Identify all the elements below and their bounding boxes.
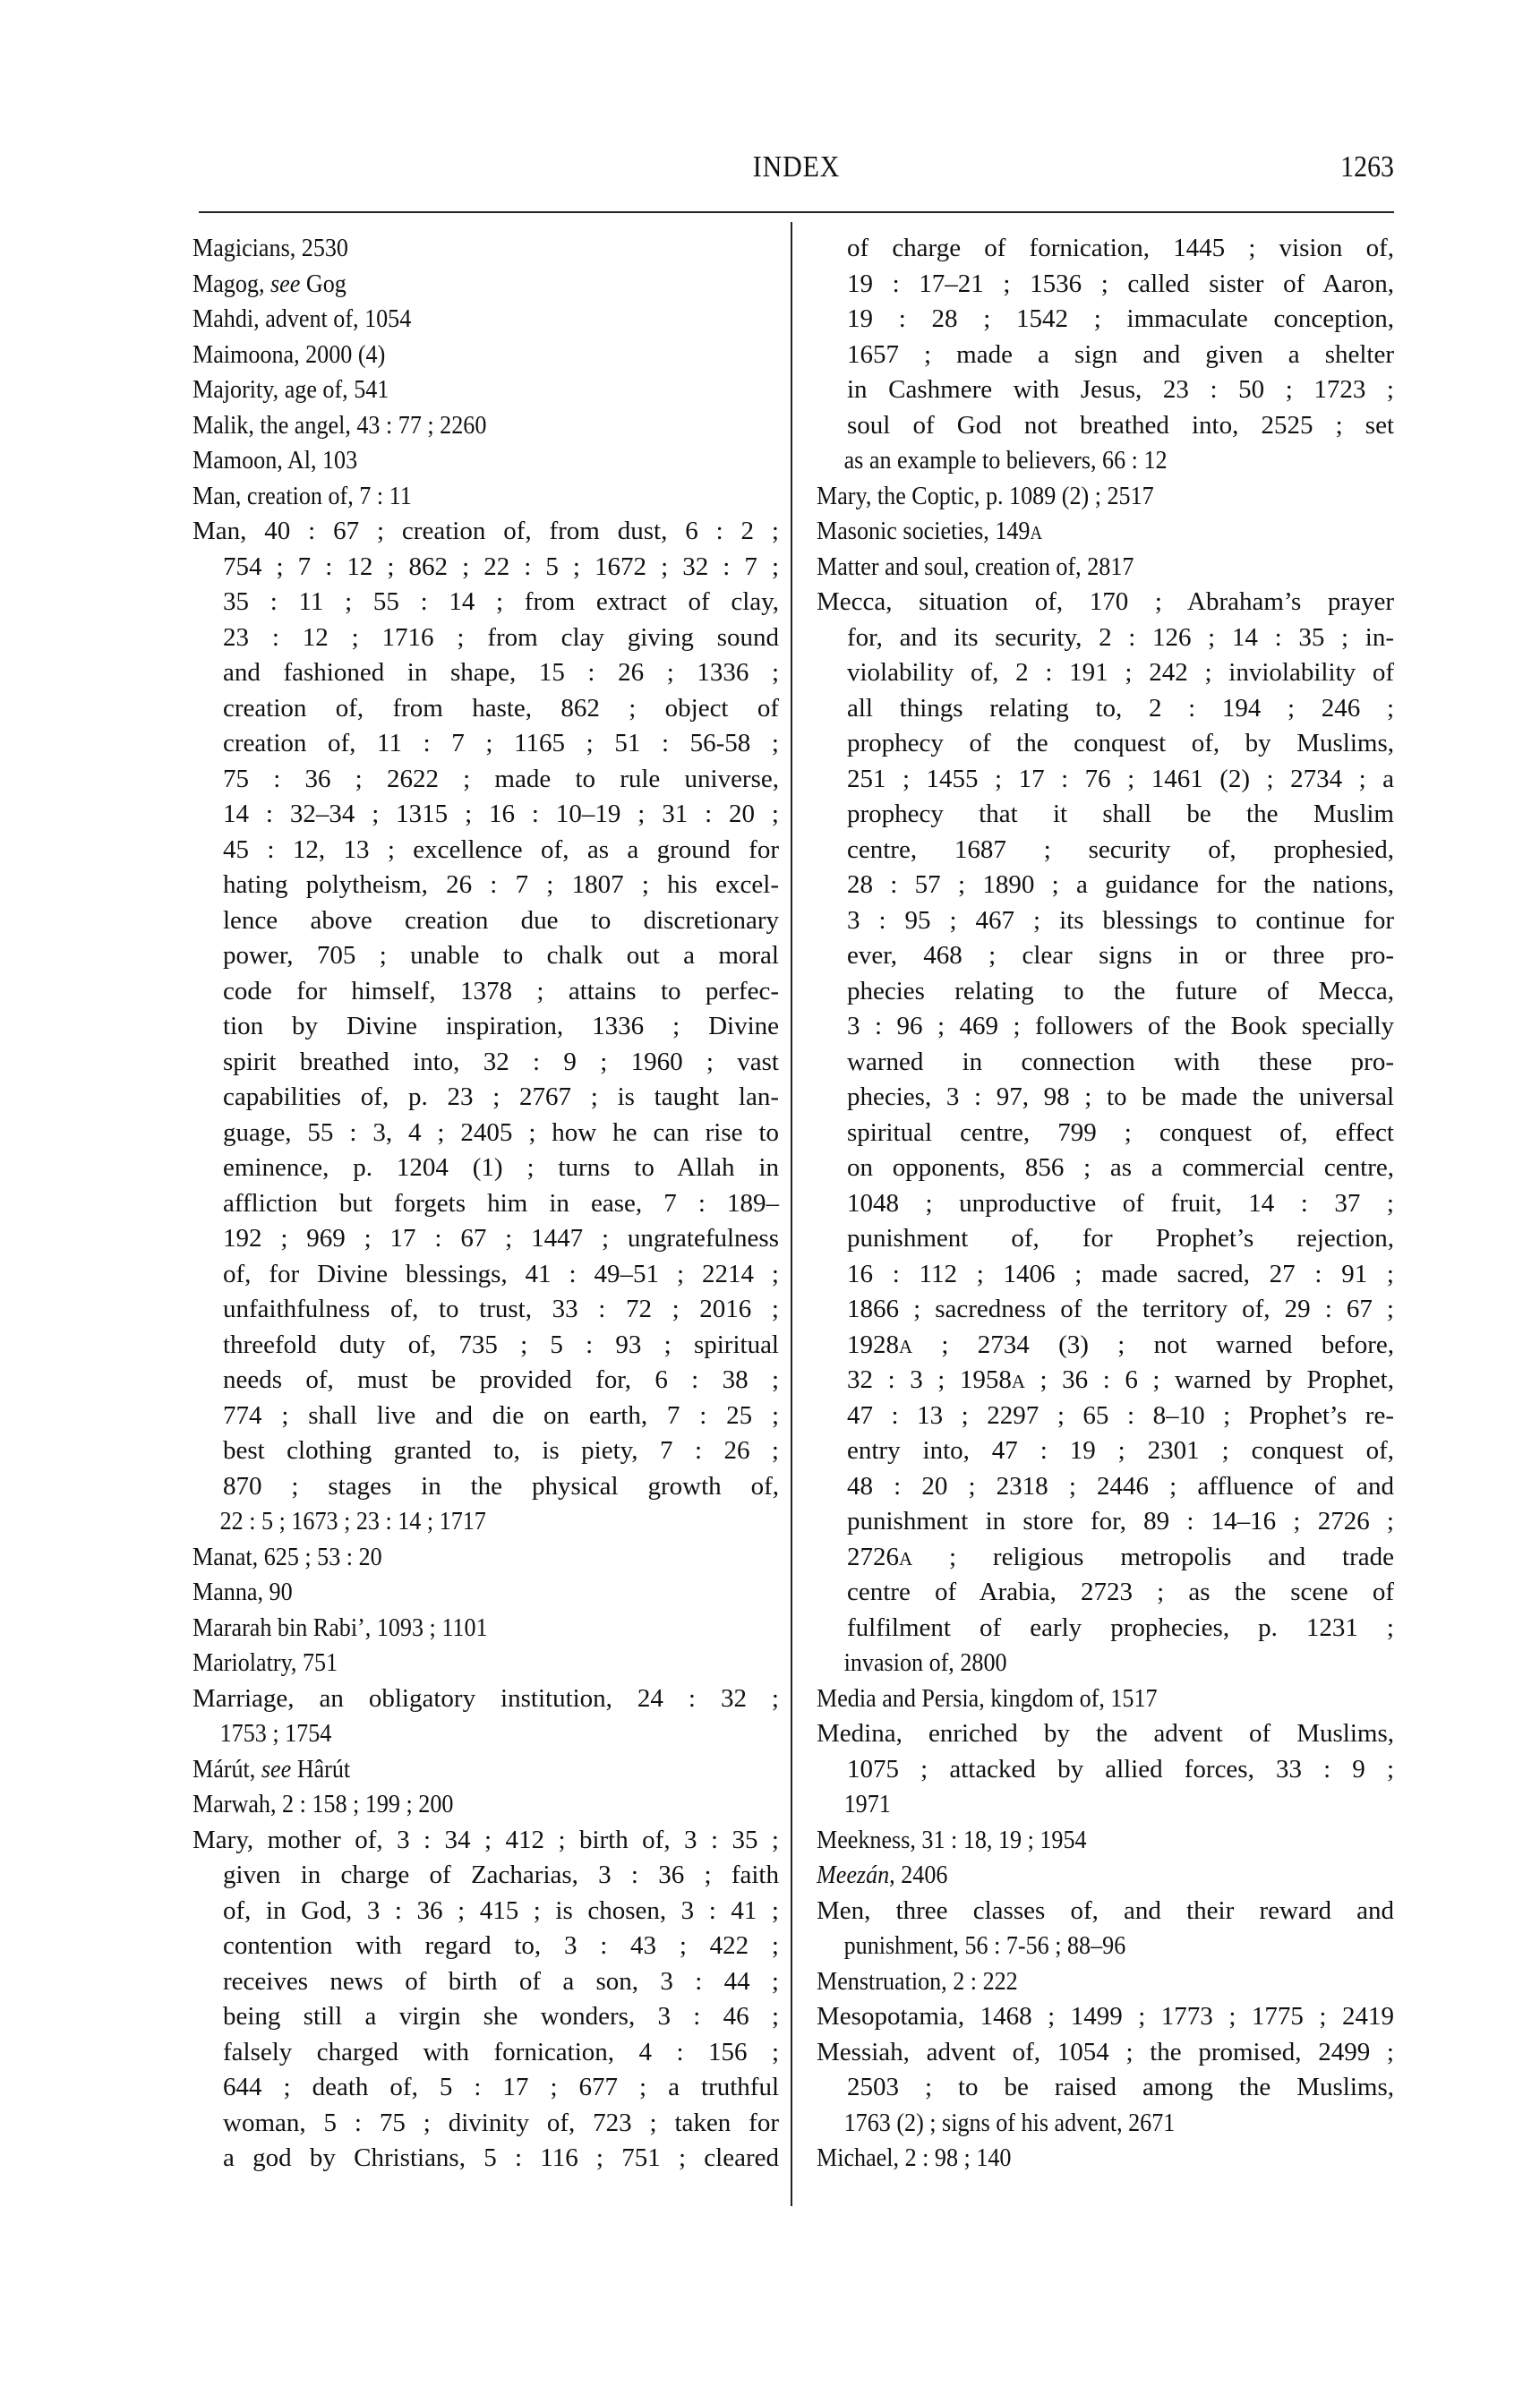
index-entry-continuation-line: violability of, 2 : 191 ; 242 ; inviolability of <box>847 658 1394 687</box>
entry-text: Hârút <box>291 1754 351 1784</box>
index-entry-continuation-line: being still a virgin she wonders, 3 : 46 ; <box>223 2002 779 2031</box>
page-number: 1263 <box>1340 150 1394 184</box>
index-entry-continuation-line: 192 ; 969 ; 17 : 67 ; 1447 ; ungratefulness <box>223 1224 779 1253</box>
index-entry-continuation-line: 19 : 17–21 ; 1536 ; called sister of Aaron, <box>847 269 1394 298</box>
index-entry-continuation-line: power, 705 ; unable to chalk out a moral <box>223 941 779 970</box>
index-entry-continuation-line: 45 : 12, 13 ; excellence of, as a ground for <box>223 834 779 864</box>
index-entry-continuation-line: falsely charged with fornication, 4 : 156 ; <box>223 2037 779 2066</box>
index-entry-continuation-line: 754 ; 7 : 12 ; 862 ; 22 : 5 ; 1672 ; 32 : 7 ; <box>223 552 779 581</box>
index-entry-line <box>192 1752 779 1788</box>
index-entry-continuation-line: receives news of birth of a son, 3 : 44 ; <box>223 1966 779 1996</box>
index-entry-line: Meekness, 31 : 18, 19 ; 1954 <box>817 1825 1087 1854</box>
index-entry-line: Man, 40 : 67 ; creation of, from dust, 6 : 2 ; <box>192 517 779 545</box>
index-entry-continuation-line: phecies relating to the future of Mecca, <box>847 976 1394 1005</box>
index-entry-continuation-line: punishment of, for Prophet’s rejection, <box>847 1224 1394 1253</box>
index-entry-continuation-line: lence above creation due to discretionary <box>223 905 779 935</box>
index-entry-continuation-line: 3 : 96 ; 469 ; followers of the Book specially <box>847 1012 1394 1040</box>
index-entry-continuation-line: of charge of fornication, 1445 ; vision of, <box>847 234 1394 262</box>
index-entry-continuation-line <box>817 1540 1394 1576</box>
index-entry-continuation-line: soul of God not breathed into, 2525 ; set <box>847 410 1394 440</box>
index-entry-continuation-line: 19 : 28 ; 1542 ; immaculate conception, <box>847 304 1394 333</box>
index-entry-continuation-line: warned in connection with these pro- <box>847 1047 1394 1076</box>
entry-text: Masonic societies, 149 <box>817 517 1031 545</box>
index-entry-continuation-line: woman, 5 : 75 ; divinity of, 723 ; taken for <box>223 2108 779 2137</box>
index-entry-continuation-line: spirit breathed into, 32 : 9 ; 1960 ; vast <box>223 1047 779 1076</box>
italic-term: see <box>270 269 301 298</box>
index-entry-line: Manat, 625 ; 53 : 20 <box>192 1542 382 1571</box>
index-entry-continuation-line: entry into, 47 : 19 ; 2301 ; conquest of, <box>847 1436 1394 1465</box>
index-entry-continuation-line: 1048 ; unproductive of fruit, 14 : 37 ; <box>847 1188 1394 1218</box>
index-entry-continuation-line: 644 ; death of, 5 : 17 ; 677 ; a truthful <box>223 2073 779 2101</box>
index-entry-continuation-line: threefold duty of, 735 ; 5 : 93 ; spiritual <box>223 1330 779 1359</box>
index-entry-line: Marriage, an obligatory institution, 24 : 32 ; <box>192 1683 779 1713</box>
index-entry-line: Medina, enriched by the advent of Muslims, <box>817 1719 1394 1748</box>
index-entry-continuation-line: given in charge of Zacharias, 3 : 36 ; faith <box>223 1861 779 1889</box>
entry-text: ; 36 : 6 ; warned by Prophet, <box>1024 1365 1394 1394</box>
entry-text: Gog <box>300 269 346 298</box>
index-entry-continuation-line: 47 : 13 ; 2297 ; 65 : 8–10 ; Prophet’s re- <box>847 1400 1394 1430</box>
index-entry-continuation-line: unfaithfulness of, to trust, 33 : 72 ; 2016 ; <box>223 1295 779 1323</box>
index-entry-continuation-line: 1866 ; sacredness of the territory of, 29 : 67 ; <box>847 1295 1394 1323</box>
index-entry-continuation-line: 3 : 95 ; 467 ; its blessings to continue for <box>847 905 1394 935</box>
small-cap-suffix: A <box>1011 1371 1025 1392</box>
index-entry-continuation-line: prophecy that it shall be the Muslim <box>847 800 1394 828</box>
index-entry-continuation-line: 1971 <box>843 1790 891 1818</box>
index-entry-continuation-line: affliction but forgets him in ease, 7 : 189– <box>223 1188 779 1218</box>
index-entry-continuation-line: ever, 468 ; clear signs in or three pro- <box>847 941 1394 970</box>
index-entry-line: Men, three classes of, and their reward and <box>817 1895 1394 1925</box>
index-entry-continuation-line: prophecy of the conquest of, by Muslims, <box>847 729 1394 757</box>
index-entry-continuation-line: and fashioned in shape, 15 : 26 ; 1336 ; <box>223 658 779 687</box>
index-entry-continuation-line: 1753 ; 1754 <box>219 1719 332 1748</box>
index-entry-continuation-line: on opponents, 856 ; as a commercial centre, <box>847 1153 1394 1182</box>
index-entry-continuation-line: best clothing granted to, is piety, 7 : 26 ; <box>223 1436 779 1465</box>
index-entry-continuation-line: hating polytheism, 26 : 7 ; 1807 ; his excel- <box>223 870 779 899</box>
index-entry-continuation-line: code for himself, 1378 ; attains to perfec- <box>223 976 779 1005</box>
index-entry-continuation-line: creation of, 11 : 7 ; 1165 ; 51 : 56-58 ; <box>223 729 779 757</box>
index-entry-continuation-line: 28 : 57 ; 1890 ; a guidance for the nations, <box>847 870 1394 899</box>
index-entry-line: Man, creation of, 7 : 11 <box>192 481 412 510</box>
index-entry-continuation-line: 14 : 32–34 ; 1315 ; 16 : 10–19 ; 31 : 20 ; <box>223 800 779 828</box>
index-entry-continuation-line: 774 ; shall live and die on earth, 7 : 25 ; <box>223 1400 779 1430</box>
index-entry-line: Mecca, situation of, 170 ; Abraham’s prayer <box>817 587 1394 616</box>
small-cap-suffix: A <box>899 1547 913 1570</box>
index-entry-line: Malik, the angel, 43 : 77 ; 2260 <box>192 410 487 440</box>
index-entry-continuation-line: punishment in store for, 89 : 14–16 ; 2726 ; <box>847 1507 1394 1536</box>
index-entry-line: Mamoon, Al, 103 <box>192 446 358 475</box>
index-entry-line: Marwah, 2 : 158 ; 199 ; 200 <box>192 1790 454 1818</box>
index-entry-continuation-line: 870 ; stages in the physical growth of, <box>223 1471 779 1501</box>
entry-text: 32 : 3 ; 1958 <box>847 1365 1012 1394</box>
index-entry-continuation-line: 23 : 12 ; 1716 ; from clay giving sound <box>223 622 779 652</box>
italic-term: see <box>261 1754 292 1784</box>
index-entry-line <box>817 514 1394 550</box>
index-entry-continuation-line: 251 ; 1455 ; 17 : 76 ; 1461 (2) ; 2734 ; a <box>847 764 1394 793</box>
index-entry-line: Messiah, advent of, 1054 ; the promised, 2499 ; <box>817 2037 1394 2066</box>
index-entry-continuation-line: 2503 ; to be raised among the Muslims, <box>847 2073 1394 2101</box>
index-entry-continuation-line: 75 : 36 ; 2622 ; made to rule universe, <box>223 764 779 793</box>
index-entry-continuation-line: centre, 1687 ; security of, prophesied, <box>847 834 1394 864</box>
index-entry-line: Magicians, 2530 <box>192 234 348 262</box>
index-entry-continuation-line: phecies, 3 : 97, 98 ; to be made the universal <box>847 1082 1394 1111</box>
index-entry-line: Majority, age of, 541 <box>192 375 389 404</box>
index-entry-continuation-line: 48 : 20 ; 2318 ; 2446 ; affluence of and <box>847 1471 1394 1501</box>
index-entry-line: Menstruation, 2 : 222 <box>817 1966 1018 1996</box>
index-entry-continuation-line: creation of, from haste, 862 ; object of <box>223 693 779 723</box>
index-entry-continuation-line: 16 : 112 ; 1406 ; made sacred, 27 : 91 ; <box>847 1259 1394 1288</box>
index-entry-line <box>192 267 779 303</box>
index-entry-continuation-line: of, in God, 3 : 36 ; 415 ; is chosen, 3 : 41 ; <box>223 1895 779 1925</box>
entry-text: , 2406 <box>889 1861 948 1889</box>
index-entry-continuation-line: for, and its security, 2 : 126 ; 14 : 35 ; in- <box>847 622 1394 652</box>
index-entry-continuation-line: eminence, p. 1204 (1) ; turns to Allah in <box>223 1153 779 1182</box>
index-entry-line: Mesopotamia, 1468 ; 1499 ; 1773 ; 1775 ; 2419 <box>817 2002 1394 2031</box>
small-cap-suffix: A <box>1030 522 1043 543</box>
index-entry-continuation-line: fulfilment of early prophecies, p. 1231 ; <box>847 1613 1394 1642</box>
entry-text: ; religious metropolis and trade <box>912 1542 1394 1571</box>
index-entry-continuation-line <box>817 1363 1394 1399</box>
column-divider <box>791 222 792 2206</box>
index-entry-continuation-line: needs of, must be provided for, 6 : 38 ; <box>223 1365 779 1394</box>
index-entry-continuation-line: guage, 55 : 3, 4 ; 2405 ; how he can rise to <box>223 1117 779 1147</box>
index-entry-continuation-line: in Cashmere with Jesus, 23 : 50 ; 1723 ; <box>847 375 1394 404</box>
index-entry-continuation-line: of, for Divine blessings, 41 : 49–51 ; 2214 ; <box>223 1259 779 1288</box>
entry-text: 1928 <box>847 1330 899 1359</box>
index-entry-line: Mahdi, advent of, 1054 <box>192 304 412 333</box>
index-entry-continuation-line <box>817 1328 1394 1364</box>
index-entry-line: Maimoona, 2000 (4) <box>192 339 386 369</box>
index-entry-continuation-line: invasion of, 2800 <box>843 1648 1007 1677</box>
index-entry-line: Mary, mother of, 3 : 34 ; 412 ; birth of, 3 : 35 ; <box>192 1825 779 1854</box>
index-entry-continuation-line: capabilities of, p. 23 ; 2767 ; is taught lan- <box>223 1082 779 1111</box>
header-rule <box>199 211 1394 213</box>
index-entry-continuation-line: 35 : 11 ; 55 : 14 ; from extract of clay, <box>223 587 779 616</box>
entry-text: ; 2734 (3) ; not warned before, <box>912 1330 1394 1359</box>
index-entry-continuation-line: 22 : 5 ; 1673 ; 23 : 14 ; 1717 <box>219 1507 486 1536</box>
index-column-left <box>192 231 779 2177</box>
index-entry-line: Manna, 90 <box>192 1578 293 1606</box>
small-cap-suffix: A <box>899 1335 913 1357</box>
index-entry-continuation-line: 1657 ; made a sign and given a shelter <box>847 339 1394 369</box>
index-entry-continuation-line: as an example to believers, 66 : 12 <box>843 446 1168 475</box>
index-entry-line <box>817 1858 1394 1894</box>
entry-text: 2726 <box>847 1542 899 1571</box>
index-entry-line: Mary, the Coptic, p. 1089 (2) ; 2517 <box>817 481 1154 510</box>
entry-text: Magog, <box>192 269 271 298</box>
index-entry-continuation-line: 1075 ; attacked by allied forces, 33 : 9 ; <box>847 1754 1394 1784</box>
running-head: INDEX <box>752 150 841 184</box>
index-entry-continuation-line: tion by Divine inspiration, 1336 ; Divine <box>223 1012 779 1040</box>
index-entry-continuation-line: spiritual centre, 799 ; conquest of, effect <box>847 1117 1394 1147</box>
index-entry-line: Mariolatry, 751 <box>192 1648 338 1677</box>
italic-term: Meezán <box>817 1861 890 1889</box>
index-entry-continuation-line: 1763 (2) ; signs of his advent, 2671 <box>843 2108 1176 2137</box>
entry-text: Márút, <box>192 1754 261 1784</box>
index-column-right <box>817 231 1394 2177</box>
index-entry-continuation-line: a god by Christians, 5 : 116 ; 751 ; cleared <box>223 2143 779 2172</box>
index-entry-line: Matter and soul, creation of, 2817 <box>817 552 1134 581</box>
index-entry-continuation-line: centre of Arabia, 2723 ; as the scene of <box>847 1578 1394 1606</box>
index-entry-continuation-line: punishment, 56 : 7-56 ; 88–96 <box>843 1931 1126 1960</box>
page-header <box>199 150 1394 195</box>
index-entry-continuation-line: contention with regard to, 3 : 43 ; 422 ; <box>223 1931 779 1960</box>
index-entry-line: Mararah bin Rabi’, 1093 ; 1101 <box>192 1613 488 1642</box>
index-entry-line: Media and Persia, kingdom of, 1517 <box>817 1683 1158 1713</box>
index-entry-line: Michael, 2 : 98 ; 140 <box>817 2143 1012 2172</box>
index-entry-continuation-line: all things relating to, 2 : 194 ; 246 ; <box>847 693 1394 723</box>
